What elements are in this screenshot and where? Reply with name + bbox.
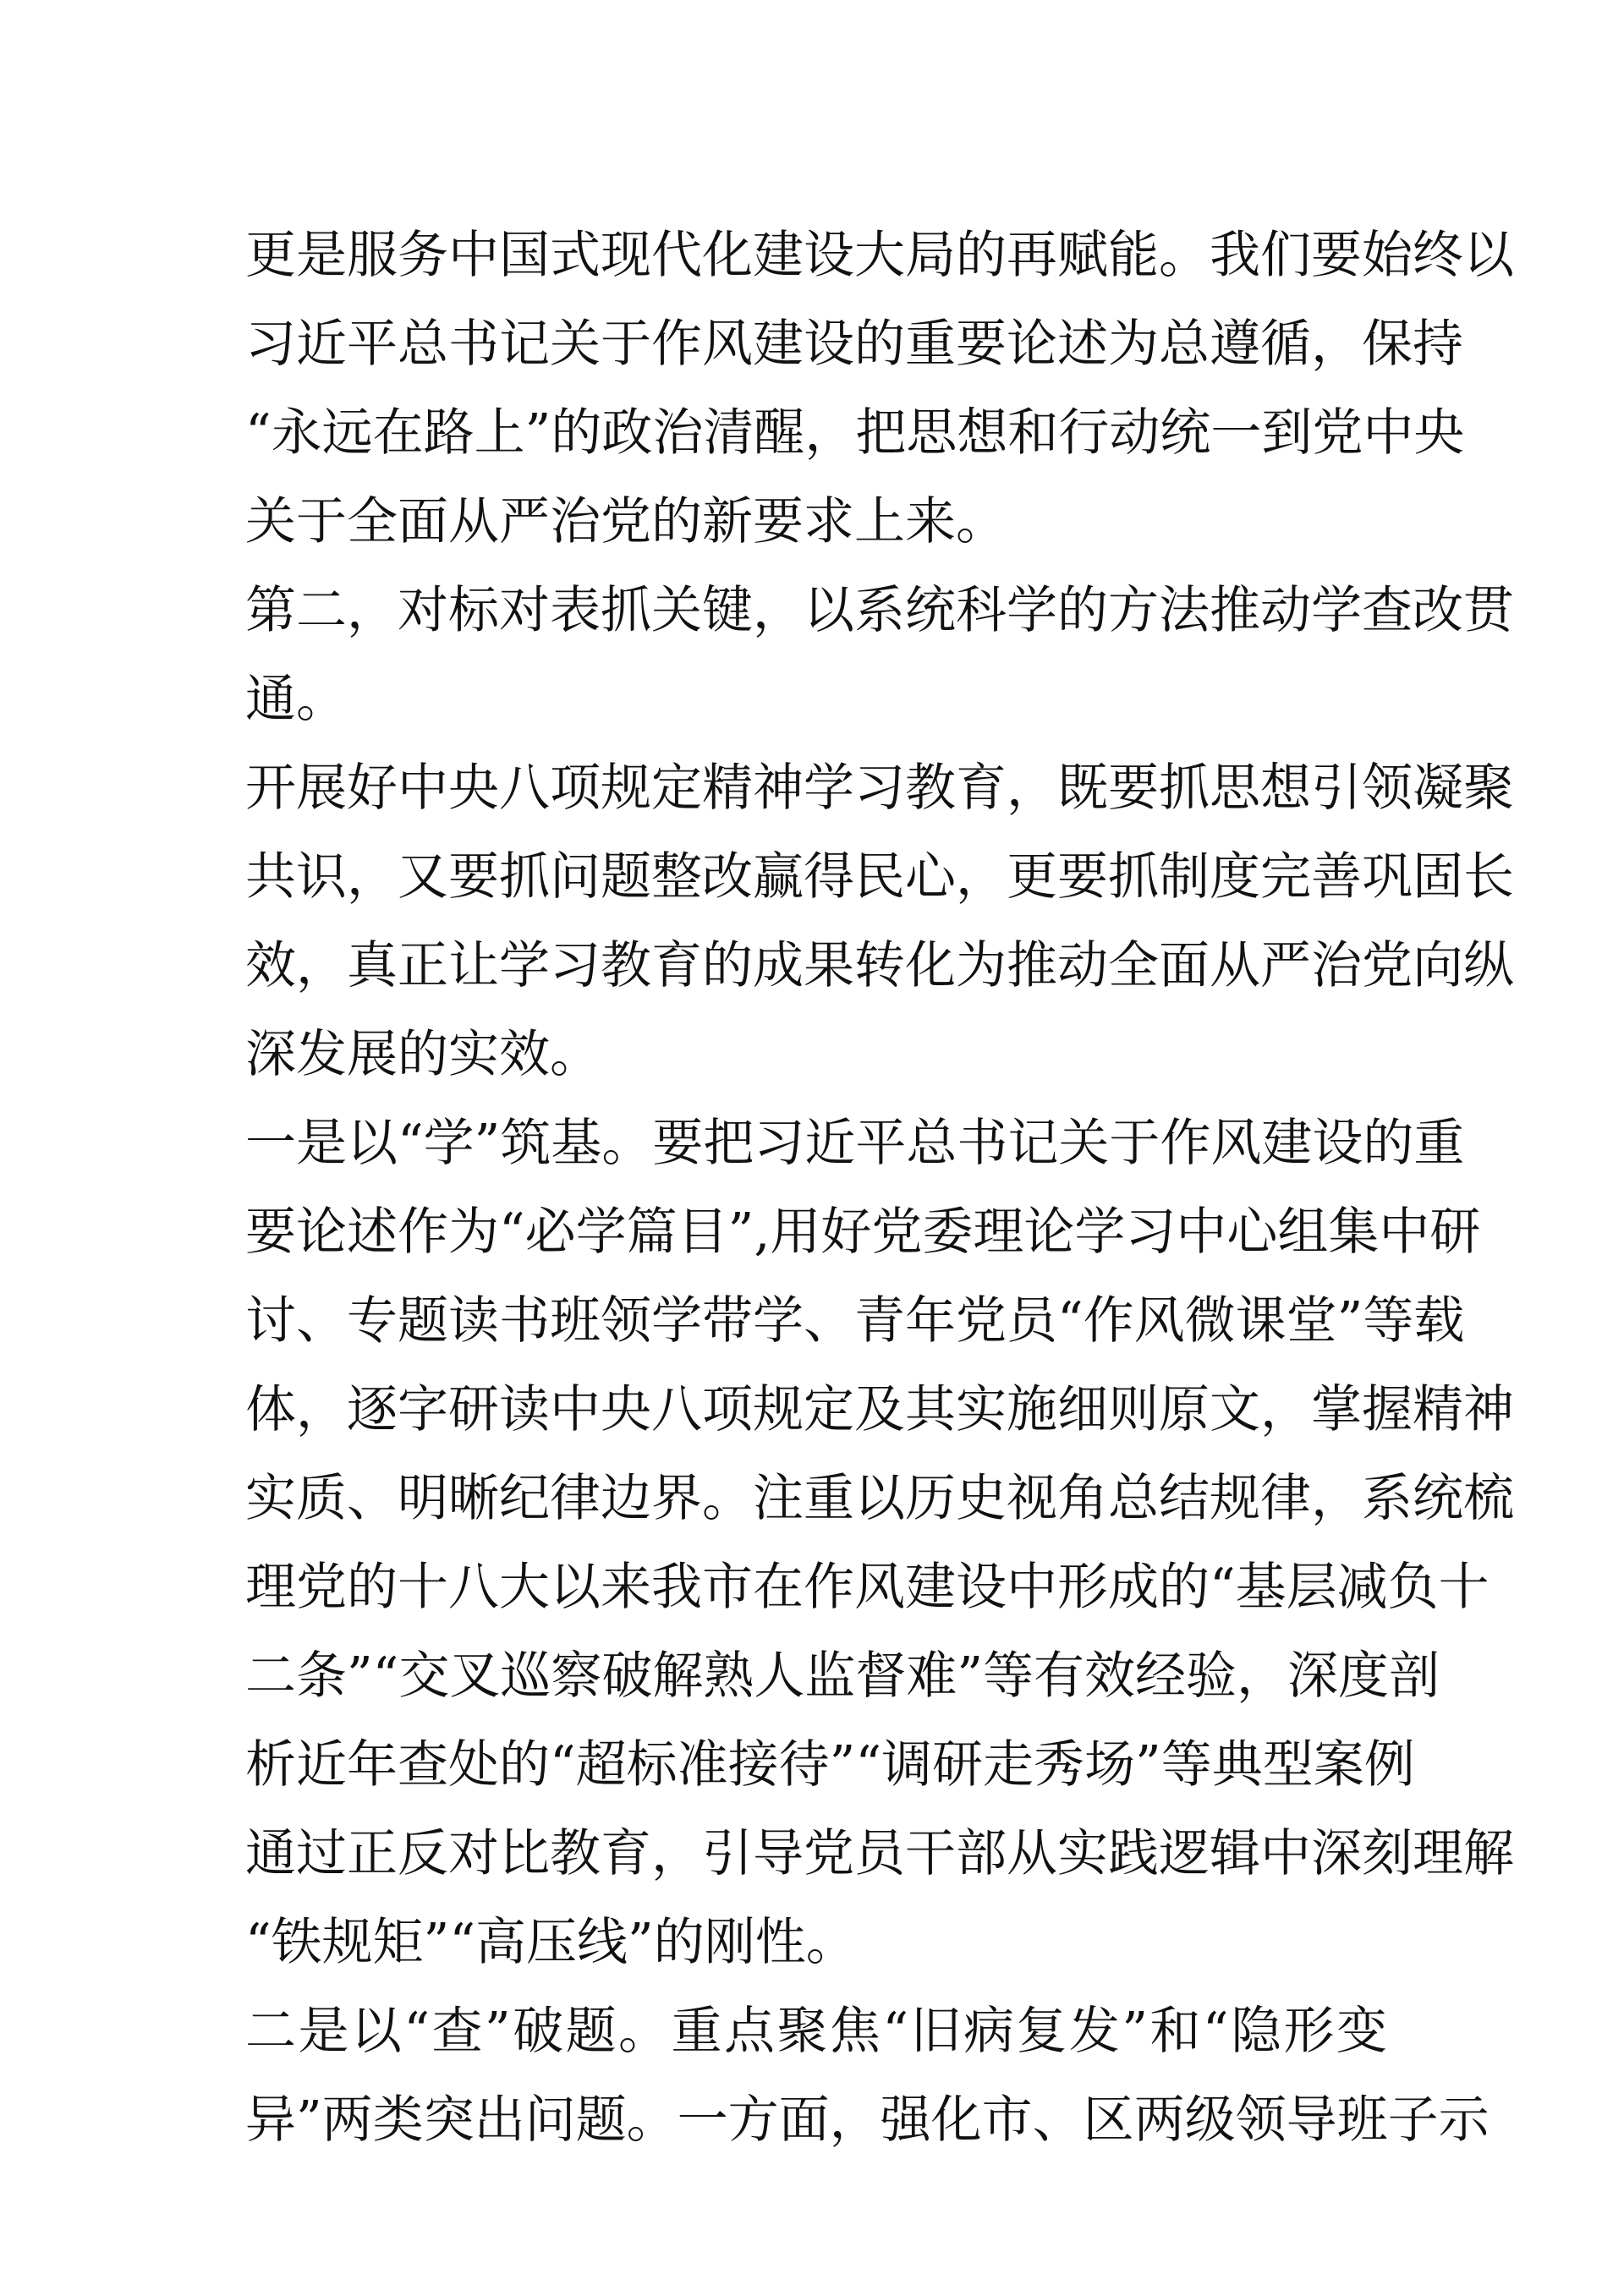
text-line: 开展好中央八项规定精神学习教育，既要抓思想引领凝聚 [245, 759, 1514, 818]
text-line: 共识，又要抓问题整改赢得民心，更要抓制度完善巩固长 [245, 847, 1514, 907]
text-line: 更是服务中国式现代化建设大局的再赋能。我们要始终以 [245, 226, 1514, 285]
text-line: 效，真正让学习教育的成果转化为推动全面从严治党向纵 [245, 936, 1514, 995]
document-body [245, 211, 1514, 2165]
section-heading-line: 通。 [245, 670, 347, 729]
text-line: 体，逐字研读中央八项规定及其实施细则原文，掌握精神 [245, 1380, 1514, 1439]
text-line: 二条”“交叉巡察破解熟人监督难”等有效经验，深度剖 [245, 1647, 1440, 1706]
text-line: 讨、专题读书班领学带学、青年党员“作风微课堂”等载 [245, 1291, 1465, 1351]
text-line: 理党的十八大以来我市在作风建设中形成的“基层减负十 [245, 1558, 1490, 1617]
text-line: “永远在路上”的政治清醒，把思想和行动统一到党中央 [245, 403, 1465, 463]
text-line: 关于全面从严治党的新要求上来。 [245, 492, 1007, 551]
text-line: 要论述作为“必学篇目”,用好党委理论学习中心组集中研 [245, 1203, 1481, 1262]
text-line: 实质、明晰纪律边界。注重以历史视角总结规律，系统梳 [245, 1469, 1514, 1528]
text-line: 深发展的实效。 [245, 1025, 601, 1084]
text-line: 通过正反对比教育，引导党员干部从实践逻辑中深刻理解 [245, 1824, 1514, 1883]
text-line: 异”两类突出问题。一方面，强化市、区两级领导班子示 [245, 2091, 1490, 2150]
text-line: “铁规矩”“高压线”的刚性。 [245, 1913, 857, 1972]
text-line: 习近平总书记关于作风建设的重要论述为总遵循，保持 [245, 315, 1463, 374]
text-line: 二是以“查”破题。重点聚焦“旧病复发”和“隐形变 [245, 2002, 1387, 2061]
section-heading-line: 第二，对标对表抓关键，以系统科学的方法推动学查改贯 [245, 581, 1514, 640]
text-line: 一是以“学”筑基。要把习近平总书记关于作风建设的重 [245, 1114, 1465, 1173]
text-line: 析近年查处的“超标准接待”“调研走秀场”等典型案例 [245, 1735, 1415, 1795]
